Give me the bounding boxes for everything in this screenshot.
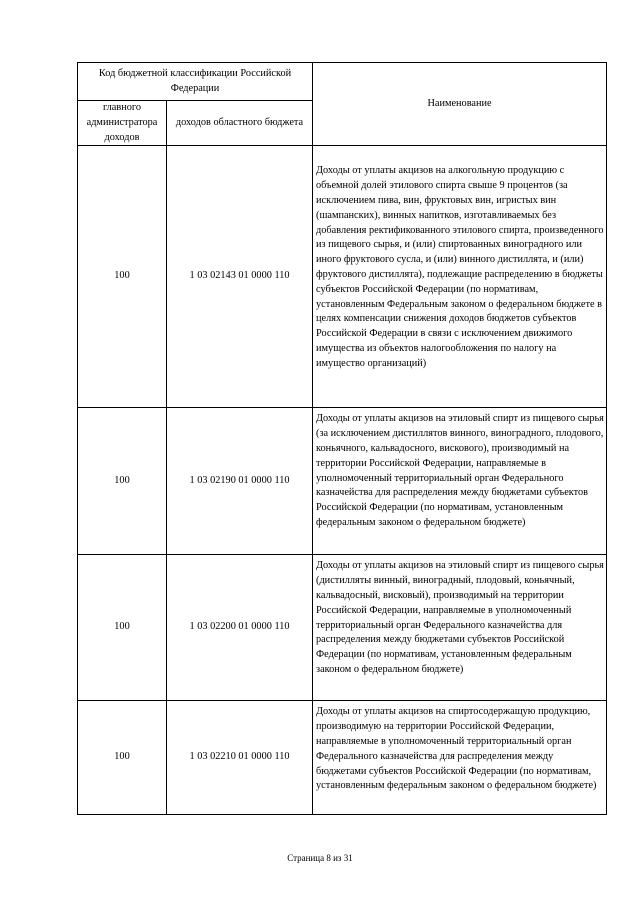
- admin-code-cell: 100: [78, 408, 167, 555]
- table-row: [78, 408, 607, 555]
- page-number-footer: Страница 8 из 31: [287, 853, 353, 863]
- table-row: [78, 555, 607, 701]
- revenue-code-cell: 1 03 02210 01 0000 110: [167, 701, 313, 815]
- revenue-code-cell: 1 03 02200 01 0000 110: [167, 555, 313, 701]
- header-name: Наименование: [313, 63, 607, 146]
- table-row: [78, 146, 607, 408]
- table-header-row: [78, 63, 607, 101]
- revenue-code-cell: 1 03 02190 01 0000 110: [167, 408, 313, 555]
- header-budget-classification-code: Код бюджетной классификации Российской Федерации: [78, 63, 313, 101]
- revenue-name-cell: Доходы от уплаты акцизов на спиртосодержащую продукцию, производимую на территории Российской Федерации, направляемые в уполномоченный территориальный орган Федерального казначейства для распределения между бюджетами субъектов Российской Федерации (по нормативам, установленным федеральным законом о федеральном бюджете): [313, 701, 607, 815]
- header-chief-administrator: главного администратора доходов: [78, 101, 167, 146]
- revenue-name-cell: Доходы от уплаты акцизов на этиловый спирт из пищевого сырья (дистилляты винный, виноградный, плодовый, коньячный, кальвадосный, висковый), производимый на территории Российской Федерации, направляемые в уполномоченный территориальный орган Федерального казначейства для распределения между бюджетами субъектов Российской Федерации (по нормативам, установленным федеральным законом о федеральном бюджете): [313, 555, 607, 701]
- admin-code-cell: 100: [78, 555, 167, 701]
- revenue-name-cell: Доходы от уплаты акцизов на алкогольную продукцию с объемной долей этилового спирта свыше 9 процентов (за исключением пива, вин, фруктовых вин, игристых вин (шампанских), винных напитков, изготавливаемых без добавления ректификованного этилового спирта, произведенного из пищевого сырья, и (или) спиртованных виноградного или иного фруктового сусла, и (или) винного дистиллята, и (или) фруктового дистиллята), подлежащие распределению в бюджеты субъектов Российской Федерации (по нормативам, установленным Федеральным законом о федеральном бюджете в целях компенсации снижения доходов бюджетов субъектов Российской Федерации в связи с исключением движимого имущества из объектов налогообложения по налогу на имущество организаций): [313, 146, 607, 408]
- header-regional-budget-revenue: доходов областного бюджета: [167, 101, 313, 146]
- revenue-name-cell: Доходы от уплаты акцизов на этиловый спирт из пищевого сырья (за исключением дистиллятов винного, виноградного, плодового, коньячного, кальвадосного, вискового), производимый на территории Российской Федерации, направляемые в уполномоченный территориальный орган Федерального казначейства для распределения между бюджетами субъектов Российской Федерации (по нормативам, установленным федеральным законом о федеральном бюджете): [313, 408, 607, 555]
- budget-classification-table: [77, 62, 607, 815]
- revenue-code-cell: 1 03 02143 01 0000 110: [167, 146, 313, 408]
- admin-code-cell: 100: [78, 146, 167, 408]
- table-row: [78, 701, 607, 815]
- admin-code-cell: 100: [78, 701, 167, 815]
